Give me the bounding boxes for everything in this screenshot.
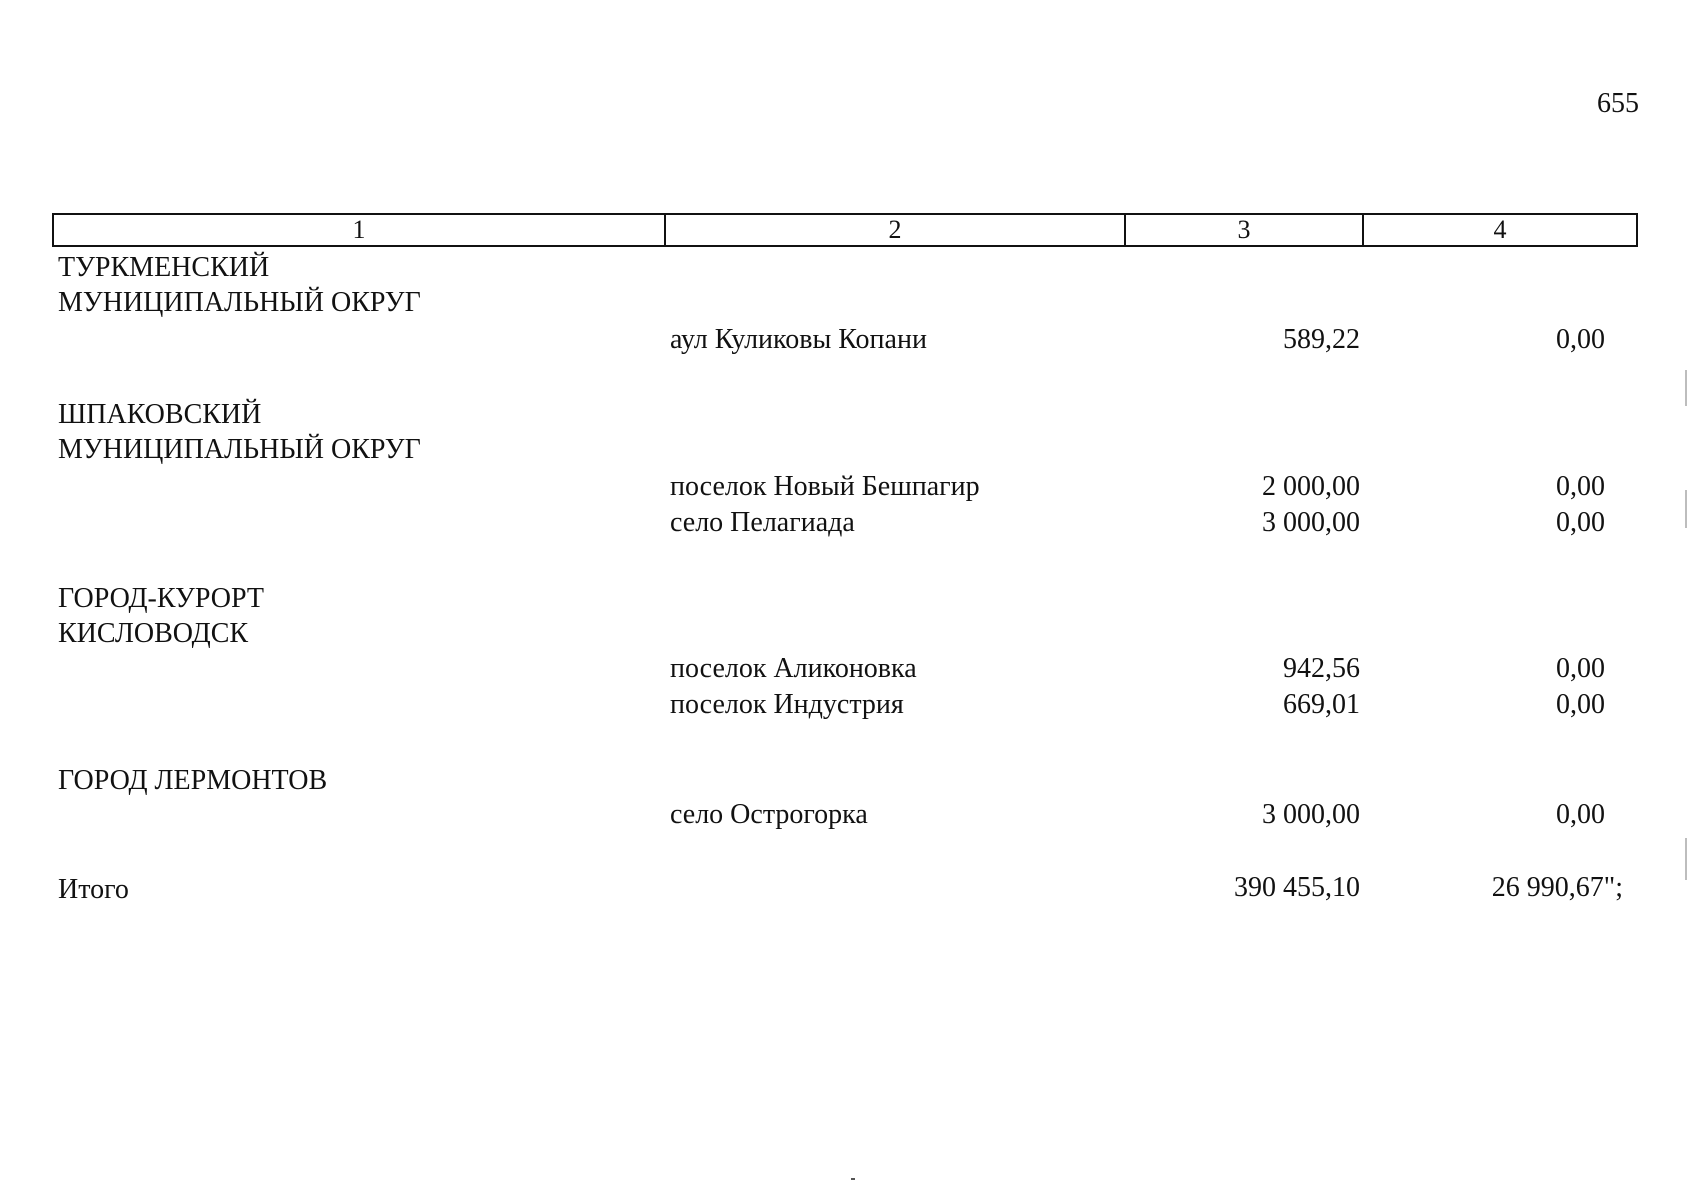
table-row bbox=[0, 505, 1691, 541]
scan-artifact bbox=[1685, 370, 1687, 406]
table-row bbox=[0, 687, 1691, 723]
settlement-name: аул Куликовы Копани bbox=[670, 324, 927, 355]
region-name-line: МУНИЦИПАЛЬНЫЙ ОКРУГ bbox=[58, 287, 421, 318]
total-col4: 26 990,67"; bbox=[1491, 872, 1623, 903]
settlement-name: поселок Индустрия bbox=[670, 689, 904, 720]
header-cell-1: 1 bbox=[54, 215, 666, 245]
settlement-name: поселок Аликоновка bbox=[670, 653, 917, 684]
total-col3: 390 455,10 bbox=[1234, 872, 1360, 903]
value-col3: 942,56 bbox=[1283, 653, 1360, 684]
total-row bbox=[0, 870, 1691, 906]
settlement-name: село Острогорка bbox=[670, 799, 868, 830]
value-col3: 3 000,00 bbox=[1262, 507, 1360, 538]
header-cell-3: 3 bbox=[1126, 215, 1364, 245]
region-name-line: ШПАКОВСКИЙ bbox=[58, 399, 262, 430]
scan-artifact bbox=[851, 1178, 855, 1180]
table-row bbox=[0, 797, 1691, 833]
value-col3: 669,01 bbox=[1283, 689, 1360, 720]
table-row bbox=[0, 469, 1691, 505]
total-label: Итого bbox=[58, 874, 129, 905]
table-row bbox=[0, 651, 1691, 687]
value-col4: 0,00 bbox=[1556, 653, 1605, 684]
region-name-line: ГОРОД-КУРОРТ bbox=[58, 583, 264, 614]
table-header bbox=[52, 213, 1638, 247]
value-col3: 3 000,00 bbox=[1262, 799, 1360, 830]
value-col3: 589,22 bbox=[1283, 324, 1360, 355]
value-col4: 0,00 bbox=[1556, 471, 1605, 502]
header-cell-2: 2 bbox=[666, 215, 1126, 245]
settlement-name: село Пелагиада bbox=[670, 507, 855, 538]
scan-artifact bbox=[1685, 490, 1687, 528]
header-cell-4: 4 bbox=[1493, 215, 1507, 244]
value-col4: 0,00 bbox=[1556, 324, 1605, 355]
value-col4: 0,00 bbox=[1556, 689, 1605, 720]
value-col3: 2 000,00 bbox=[1262, 471, 1360, 502]
value-col4: 0,00 bbox=[1556, 799, 1605, 830]
settlement-name: поселок Новый Бешпагир bbox=[670, 471, 980, 502]
region-name-line: ТУРКМЕНСКИЙ bbox=[58, 252, 270, 283]
region-name-line: КИСЛОВОДСК bbox=[58, 618, 249, 649]
page-number: 655 bbox=[1597, 88, 1639, 119]
value-col4: 0,00 bbox=[1556, 507, 1605, 538]
region-name-line: ГОРОД ЛЕРМОНТОВ bbox=[58, 765, 328, 796]
table-row bbox=[0, 322, 1691, 358]
region-name-line: МУНИЦИПАЛЬНЫЙ ОКРУГ bbox=[58, 434, 421, 465]
scan-artifact bbox=[1685, 838, 1687, 880]
